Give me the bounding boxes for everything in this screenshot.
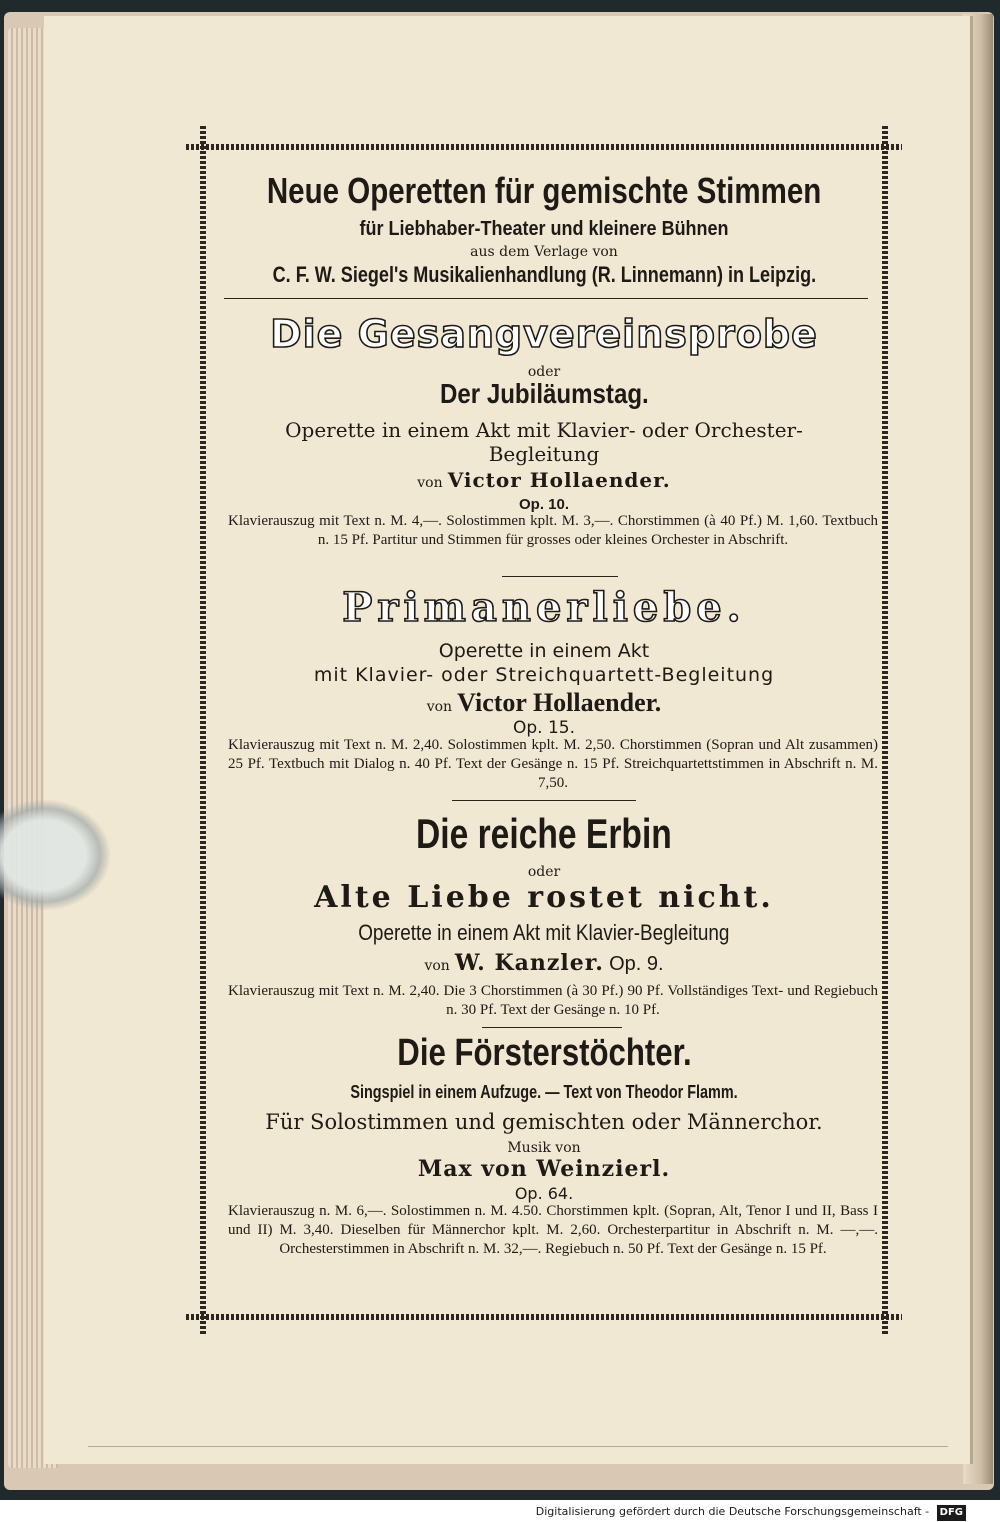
work-3-von: von [424, 958, 450, 974]
work-3-desc-row [186, 920, 902, 946]
credit-text: Digitalisierung gefördert durch die Deutsche Forschungsgemeinschaft - [535, 1505, 930, 1518]
work-1-title: Die Gesangvereinsprobe [270, 312, 818, 356]
work-1-title-row [186, 312, 902, 356]
header-rule [224, 298, 868, 299]
work-3-subtitle-row [186, 880, 902, 915]
digitization-credit [532, 1502, 970, 1522]
work-3-rule [482, 1027, 622, 1028]
work-1-desc-1: Operette in einem Akt mit Klavier- oder Orchester- [285, 418, 803, 442]
work-2-title-row [186, 584, 902, 631]
work-2-prices: Klavierauszug mit Text n. M. 2,40. Solostimmen kplt. M. 2,50. Chorstimmen (Sopran und Alt zusammen) 25 Pf. Textbuch mit Dialog n. 40 Pf. Text der Gesänge n. 15 Pf. Streichquartettstimmen in Abschrift n. M. 7,50. [228, 737, 878, 791]
work-4-opus: Op. 64. [514, 1184, 574, 1203]
work-2-von: von [426, 699, 453, 715]
dfg-logo-icon: DFG [937, 1505, 966, 1521]
work-4-composer: Max von Weinzierl. [417, 1156, 671, 1182]
header-subtitle-row [186, 218, 902, 241]
work-2-opus: Op. 15. [512, 718, 575, 738]
work-4-subtitle: Singspiel in einem Aufzuge. — Text von Theodor Flamm. [350, 1082, 738, 1102]
work-1-opus: Op. 10. [518, 496, 570, 513]
frame-border-bottom [186, 1314, 902, 1320]
work-2-rule [452, 800, 636, 801]
work-2-desc-2: mit Klavier- oder Streichquartett-Begleitung [313, 664, 775, 686]
work-4-desc: Für Solostimmen und gemischten oder Männerchor. [265, 1110, 823, 1134]
work-4-musik-von: Musik von [507, 1140, 581, 1156]
work-3-desc: Operette in einem Akt mit Klavier-Begleitung [358, 920, 730, 945]
work-1-composer-row [186, 468, 902, 493]
work-4-title-row [186, 1032, 902, 1075]
work-3-opus: Op. 9. [609, 953, 664, 975]
work-1-subtitle: Der Jubiläumstag. [439, 378, 649, 409]
work-1-desc-2: Begleitung [488, 442, 600, 466]
work-1-composer: Victor Hollaender. [447, 468, 671, 492]
work-1-rule [502, 576, 618, 577]
header-title-row [186, 170, 902, 212]
work-1-opus-row [186, 494, 902, 513]
work-2-desc-1: Operette in einem Akt [438, 640, 650, 662]
frame-border-top [186, 144, 902, 150]
work-4-title: Die Försterstöchter. [396, 1032, 692, 1074]
work-3-prices: Klavierauszug mit Text n. M. 2,40. Die 3 Chorstimmen (à 30 Pf.) 90 Pf. Vollständiges Text- und Regiebuch n. 30 Pf. Text der Gesänge n. 10 Pf. [228, 983, 878, 1018]
publisher-intro: aus dem Verlage von [470, 244, 618, 260]
work-3-composer-row [186, 950, 902, 976]
work-2-composer: Victor Hollaender. [457, 688, 662, 717]
work-1-von: von [417, 475, 443, 491]
work-3-composer: W. Kanzler. [454, 950, 604, 976]
advertisement-frame [186, 126, 902, 1336]
work-3-title-row [186, 810, 902, 858]
page-inner-line [88, 1446, 948, 1447]
work-2-composer-row [186, 688, 902, 718]
work-4-subtitle-row [186, 1082, 902, 1103]
page-clip [0, 800, 110, 910]
publisher-row [186, 262, 902, 288]
work-4-composer-row [186, 1156, 902, 1182]
header-title: Neue Operetten für gemischte Stimmen [266, 170, 822, 211]
work-3-subtitle: Alte Liebe rostet nicht. [314, 880, 774, 915]
work-3-oder: oder [527, 864, 561, 880]
header-subtitle: für Liebhaber-Theater und kleinere Bühnen [359, 218, 729, 240]
work-1-oder: oder [527, 364, 561, 380]
work-1-prices: Klavierauszug mit Text n. M. 4,—. Solostimmen kplt. M. 3,—. Chorstimmen (à 40 Pf.) M. 1,60. Textbuch n. 15 Pf. Partitur und Stimmen für grosses oder kleines Orchester in Abschrift. [228, 513, 878, 548]
publisher-name: C. F. W. Siegel's Musikalienhandlung (R. Linnemann) in Leipzig. [272, 262, 816, 287]
work-1-subtitle-row [186, 378, 902, 410]
work-2-title: Primanerliebe. [342, 584, 746, 631]
work-3-title: Die reiche Erbin [416, 810, 672, 857]
work-4-prices: Klavierauszug n. M. 6,—. Solostimmen n. M. 4.50. Chorstimmen kplt. (Sopran, Alt, Tenor I und II, Bass I und II) M. 3,40. Dieselben für Männerchor kplt. M. 2,60. Orchesterpartitur in Abschrift n. M. —,—. Orchesterstimmen in Abschrift n. M. 32,—. Regiebuch n. 50 Pf. Text der Gesänge n. 15 Pf. [228, 1203, 878, 1257]
